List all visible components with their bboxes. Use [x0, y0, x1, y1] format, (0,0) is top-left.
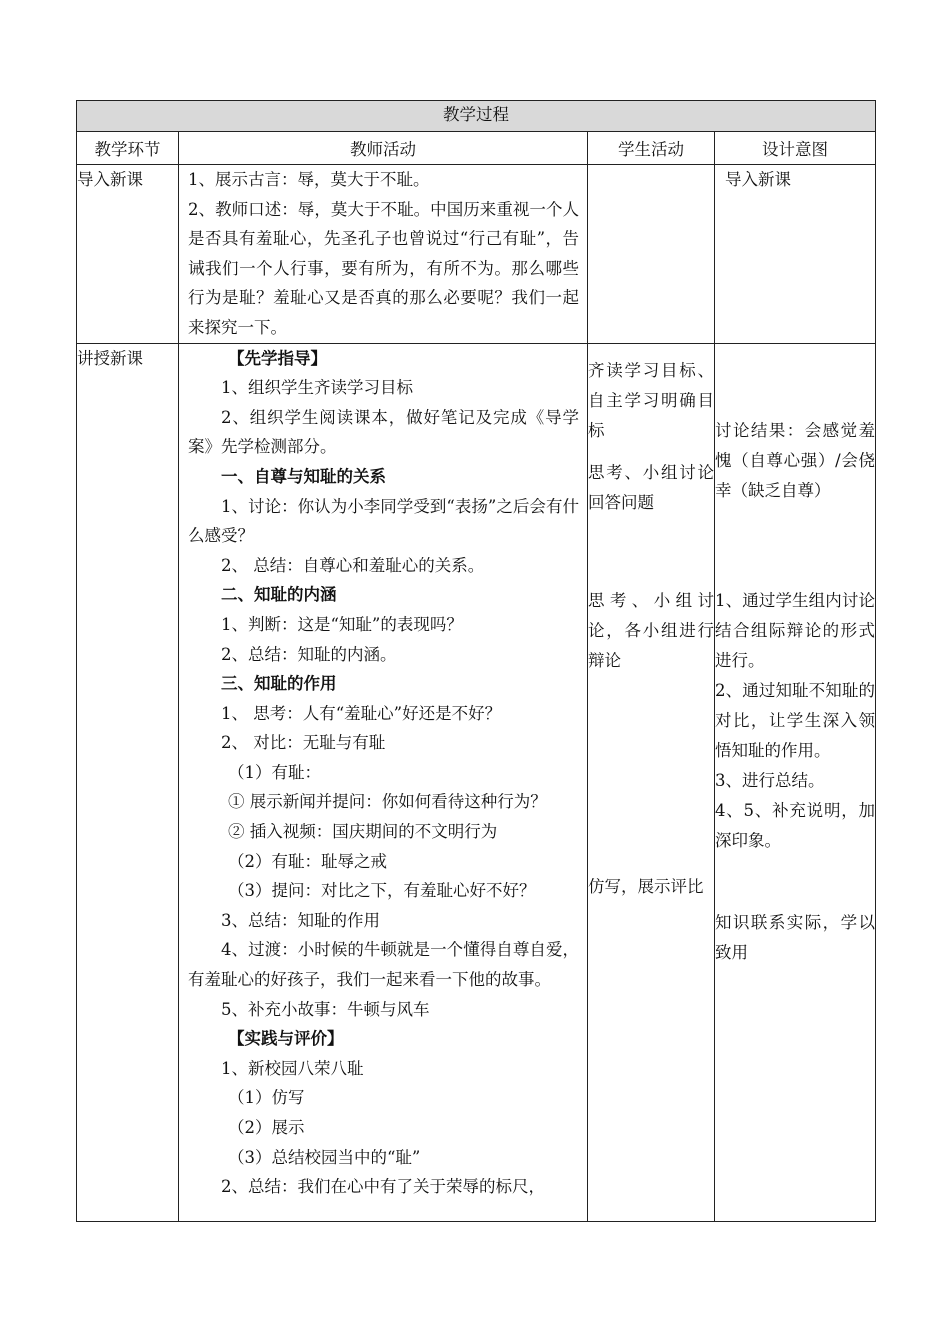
teacher-line: 2、总结：知耻的内涵。 — [221, 644, 397, 664]
teacher-line: 4、过渡：小时候的牛顿就是一个懂得自尊自爱，有羞耻心的好孩子，我们一起来看一下他的故事。 — [188, 940, 579, 990]
intent-line: 2、通过知耻不知耻的对比，让学生深入领悟知耻的作用。 — [715, 680, 875, 760]
teacher-line: 2、教师口述：辱，莫大于不耻。中国历来重视一个人是否具有羞耻心，先圣孔子也曾说过“行己有耻”，告诫我们一个人行事，要有所为，有所不为。那么哪些行为是耻？羞耻心又是否真的那么必要呢？我们一起来探究一下。 — [188, 199, 579, 337]
column-header-student: 学生活动 — [588, 132, 715, 165]
design-intent-cell — [715, 343, 876, 1221]
teacher-heading: 【实践与评价】 — [228, 1029, 344, 1049]
column-header-stage: 教学环节 — [77, 132, 179, 165]
teacher-line: （2）展示 — [228, 1118, 305, 1137]
teacher-activity-cell — [179, 165, 588, 344]
teacher-line: 5、补充小故事：牛顿与风车 — [221, 999, 430, 1019]
column-header-teacher: 教师活动 — [179, 132, 588, 165]
teacher-heading: 三、知耻的作用 — [221, 674, 337, 694]
student-line: 思考、小组讨论，各小组进行辩论 — [588, 590, 714, 670]
student-line: 齐读学习目标、自主学习明确目标 — [588, 360, 714, 440]
intent-line: 讨论结果：会感觉羞愧（自尊心强）/会侥幸（缺乏自尊） — [715, 420, 875, 500]
teacher-line: （1）仿写 — [228, 1088, 305, 1108]
teacher-line: （3）提问：对比之下，有羞耻心好不好？ — [228, 881, 536, 901]
design-intent-cell — [715, 165, 876, 344]
intent-line: 导入新课 — [725, 170, 791, 189]
student-line: 仿写，展示评比 — [588, 876, 704, 896]
table-row — [77, 343, 876, 1221]
intent-line: 知识联系实际，学以致用 — [715, 912, 875, 962]
student-line: 思考、小组讨论回答问题 — [588, 462, 714, 512]
teacher-line: 2、 总结：自尊心和羞耻心的关系。 — [221, 555, 485, 575]
stage-cell: 讲授新课 — [77, 343, 179, 1221]
section-header-row — [77, 101, 876, 132]
teacher-line: 1、判断：这是“知耻”的表现吗？ — [221, 614, 463, 634]
intent-line: 4、5、补充说明，加深印象。 — [715, 800, 875, 850]
teacher-activity-cell — [179, 343, 588, 1221]
teacher-line: 1、 思考：人有“羞耻心”好还是不好？ — [221, 703, 502, 723]
teacher-heading: 【先学指导】 — [228, 348, 327, 368]
teacher-heading: 一、自尊与知耻的关系 — [221, 466, 386, 486]
student-activity-cell — [588, 343, 715, 1221]
teacher-line: 1、组织学生齐读学习目标 — [221, 378, 413, 398]
column-header-intent: 设计意图 — [715, 132, 876, 165]
teacher-line: （1）有耻： — [228, 762, 321, 782]
teacher-line: 3、总结：知耻的作用 — [221, 910, 380, 930]
table-row — [77, 165, 876, 344]
teacher-line: （3）总结校园当中的“耻” — [228, 1147, 421, 1167]
teacher-line: （2）有耻：耻辱之戒 — [228, 851, 387, 871]
section-title: 教学过程 — [77, 101, 876, 132]
teacher-line: 2、组织学生阅读课本，做好笔记及完成《导学案》先学检测部分。 — [188, 407, 579, 457]
student-activity-cell — [588, 165, 715, 344]
stage-cell: 导入新课 — [77, 165, 179, 344]
teaching-process-table — [76, 100, 876, 1222]
teacher-line: 1、新校园八荣八耻 — [221, 1058, 364, 1078]
teacher-line: 1、展示古言：辱，莫大于不耻。 — [188, 170, 430, 189]
teacher-line: 2、总结：我们在心中有了关于荣辱的标尺， — [221, 1177, 545, 1197]
teacher-line: ① 展示新闻并提问：你如何看待这种行为？ — [228, 792, 547, 812]
column-header-row — [77, 132, 876, 165]
teacher-heading: 二、知耻的内涵 — [221, 585, 337, 605]
teacher-line: 1、讨论：你认为小李同学受到“表扬”之后会有什么感受？ — [188, 496, 579, 546]
teacher-line: ② 插入视频：国庆期间的不文明行为 — [228, 822, 498, 842]
teacher-line: 2、 对比：无耻与有耻 — [221, 733, 386, 753]
intent-line: 3、进行总结。 — [715, 770, 825, 790]
intent-line: 1、通过学生组内讨论结合组际辩论的形式进行。 — [715, 590, 875, 670]
